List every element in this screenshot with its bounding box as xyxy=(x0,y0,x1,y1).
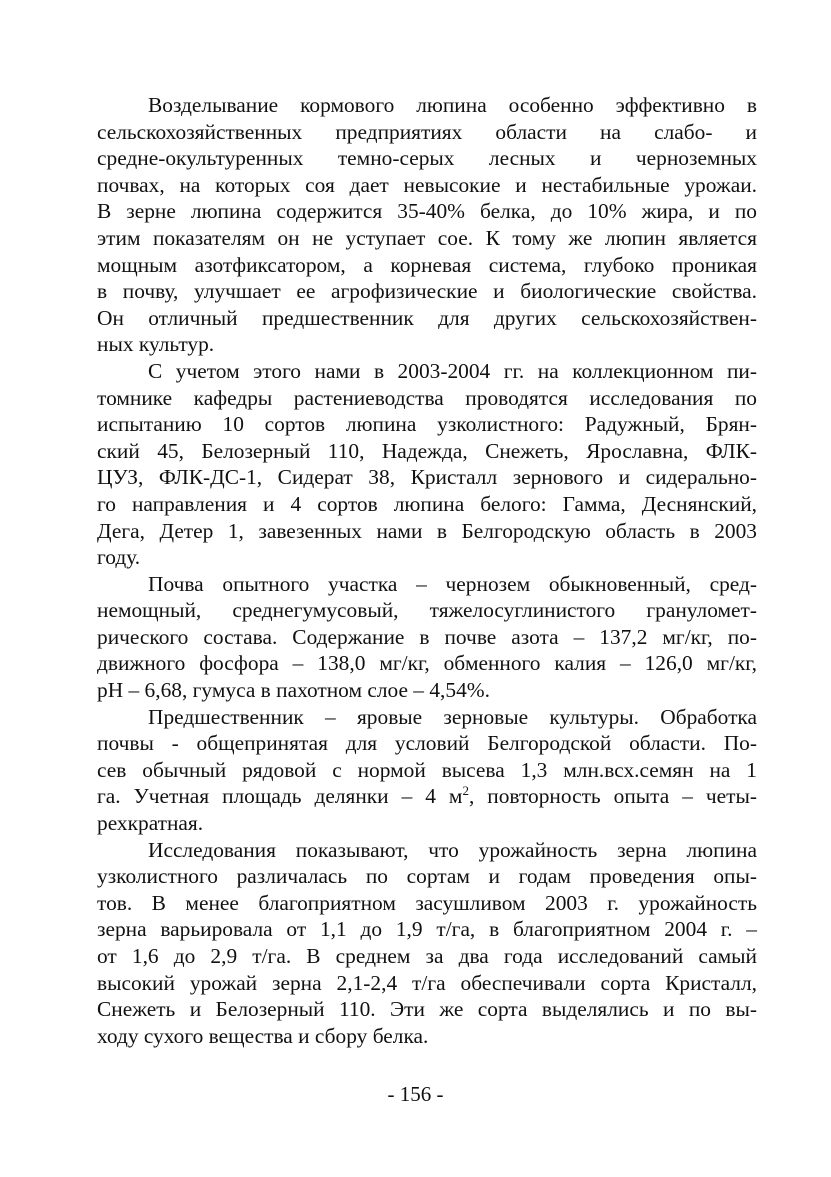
text-line: этим показателям он не уступает сое. К тому же люпин является xyxy=(97,225,757,250)
text-line: Он отличный предшественник для других сельскохозяйствен- xyxy=(97,305,757,330)
text-line: узколистного различалась по сортам и годам проведения опы- xyxy=(97,864,757,889)
text-line: почвы - общепринятая для условий Белгородской области. По- xyxy=(97,731,757,756)
text-fragment: га. Учетная площадь делянки – 4 м xyxy=(97,784,463,809)
text-line: почвах, на которых соя дает невысокие и нестабильные урожаи. xyxy=(97,172,757,197)
text-line: ных культур. xyxy=(97,332,215,357)
text-line: Дега, Детер 1, завезенных нами в Белгородскую область в 2003 xyxy=(97,518,757,543)
text-line: В зерне люпина содержится 35-40% белка, до 10% жира, и по xyxy=(97,199,757,224)
text-line: Исследования показывают, что урожайность зерна люпина xyxy=(148,837,757,862)
text-line: сев обычный рядовой с нормой высева 1,3 млн.всх.семян на 1 xyxy=(97,757,757,782)
text-line: движного фосфора – 138,0 мг/кг, обменного калия – 126,0 мг/кг, xyxy=(97,651,757,676)
text-line: С учетом этого нами в 2003-2004 гг. на коллекционном пи- xyxy=(148,358,757,383)
paragraph-results xyxy=(97,837,757,1050)
text-line: от 1,6 до 2,9 т/га. В среднем за два года исследований самый xyxy=(97,944,757,968)
paragraph-lupin-value xyxy=(97,92,757,358)
text-line: рН – 6,68, гумуса в пахотном слое – 4,54%. xyxy=(97,678,490,703)
text-line: Предшественник – яровые зерновые культуры. Обработка xyxy=(148,704,757,729)
page-body xyxy=(97,92,757,1049)
text-line: немощный, среднегумусовый, тяжелосуглинистого грануломет- xyxy=(97,598,757,623)
text-line: томнике кафедры растениеводства проводятся исследования по xyxy=(97,385,757,410)
text-line-with-superscript xyxy=(97,783,757,810)
text-line: ЦУЗ, ФЛК-ДС-1, Сидерат 38, Кристалл зернового и сидерально- xyxy=(97,465,757,490)
text-line: испытанию 10 сортов люпина узколистного: Радужный, Брян- xyxy=(97,412,757,437)
paragraph-research-varieties xyxy=(97,358,757,571)
text-line: сельскохозяйственных предприятиях области на слабо- и xyxy=(97,119,757,144)
text-line: году. xyxy=(97,545,141,570)
text-line: Снежеть и Белозерный 110. Эти же сорта выделялись и по вы- xyxy=(97,997,757,1022)
paragraph-sowing xyxy=(97,704,757,837)
text-line: го направления и 4 сортов люпина белого: Гамма, Деснянский, xyxy=(97,491,757,516)
superscript: 2 xyxy=(462,783,469,799)
text-line: Возделывание кормового люпина особенно эффективно в xyxy=(148,93,757,117)
paragraph-soil xyxy=(97,571,757,704)
text-line: в почву, улучшает ее агрофизические и биологические свойства. xyxy=(97,279,757,304)
text-line: рехкратная. xyxy=(97,811,204,836)
text-line: Почва опытного участка – чернозем обыкновенный, сред- xyxy=(148,571,757,596)
text-line: высокий урожай зерна 2,1-2,4 т/га обеспечивали сорта Кристалл, xyxy=(97,970,757,995)
text-fragment: , повторность опыта – четы- xyxy=(468,784,757,809)
text-line: зерна варьировала от 1,1 до 1,9 т/га, в благоприятном 2004 г. – xyxy=(97,917,757,942)
text-line: тов. В менее благоприятном засушливом 2003 г. урожайность xyxy=(97,890,757,915)
text-line: рического состава. Содержание в почве азота – 137,2 мг/кг, по- xyxy=(97,624,757,649)
text-line: ский 45, Белозерный 110, Надежда, Снежеть, Ярославна, ФЛК- xyxy=(97,438,757,463)
text-line: ходу сухого вещества и сбору белка. xyxy=(97,1023,429,1048)
text-line: средне-окультуренных темно-серых лесных и черноземных xyxy=(97,146,757,171)
page-number: - 156 - xyxy=(387,1082,444,1106)
text-line: мощным азотфиксатором, а корневая система, глубоко проникая xyxy=(97,252,757,277)
